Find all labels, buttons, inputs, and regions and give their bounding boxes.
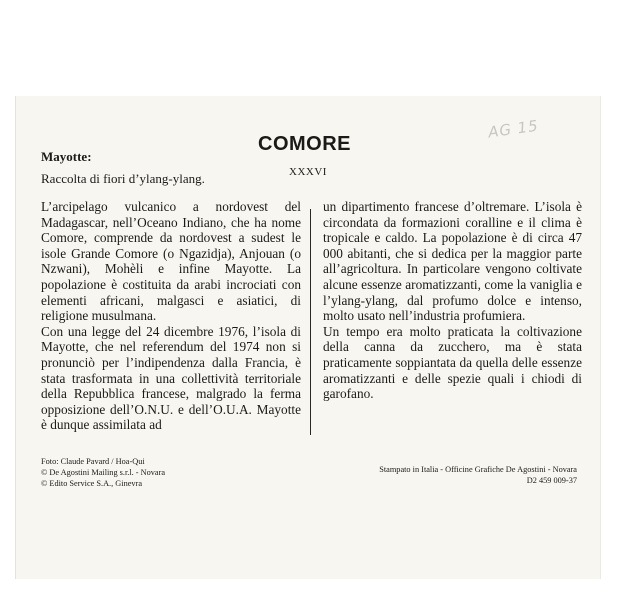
left-text-column — [41, 199, 301, 433]
card-number: XXXVI — [289, 166, 327, 178]
credit-line: Foto: Claude Pavard / Hoa-Qui — [41, 457, 145, 466]
credit-line: © Edito Service S.A., Ginevra — [41, 479, 143, 488]
right-text-column — [323, 199, 582, 402]
printer-line: Stampato in Italia - Officine Grafiche De Agostini - Novara — [379, 465, 577, 474]
photo-credits — [41, 456, 165, 489]
column-divider — [310, 209, 311, 435]
product-code: D2 459 009-37 — [526, 476, 577, 485]
pencil-note: AG 15 — [486, 116, 540, 142]
credit-line: © De Agostini Mailing s.r.l. - Novara — [41, 468, 166, 477]
left-paragraph-2: Con una legge del 24 dicembre 1976, l’isola di Mayotte, che nel referendum del 1974 non si pronunciò per l’indipendenza dalla Francia, è stata trasformata in una collettività territoriale della Repubblica francese, malgrado la ferma opposizione dell’O.N.U. e dell’O.U.A. Mayotte è dunque assimilata ad — [41, 323, 301, 433]
location-heading: Mayotte: — [41, 149, 92, 164]
right-paragraph-2: Un tempo era molto praticata la coltivazione della canna da zucchero, ma è stata praticamente soppiantata da quella delle essenze aromatizzanti e delle spezie quali i chiodi di garofano. — [323, 323, 582, 402]
right-paragraph-1: un dipartimento francese d’oltremare. L’isola è circondata da formazioni coralline e il clima è tropicale e caldo. La popolazione è di circa 47 000 abitanti, che si dedica per la maggior parte all’agricoltura. In particolare vengono coltivate alcune essenze aromatizzanti, come la vaniglia e l’ylang-ylang, dal profumo dolce e intenso, molto usato nell’industria profumiera. — [323, 199, 582, 324]
card-title: COMORE — [258, 133, 351, 155]
left-paragraph-1: L’arcipelago vulcanico a nordovest del Madagascar, nell’Oceano Indiano, che ha nome Comore, comprende da nordovest a sudest le isole Grande Comore (o Ngazidja), Anjouan (o Nzwani), Mohèli e infine Mayotte. La popolazione è costituita da arabi incrociati con elementi africani, malgasci e asiatici, di religione musulmana. — [41, 199, 301, 324]
photo-caption: Raccolta di fiori d’ylang-ylang. — [41, 171, 205, 186]
printer-info — [372, 464, 577, 486]
